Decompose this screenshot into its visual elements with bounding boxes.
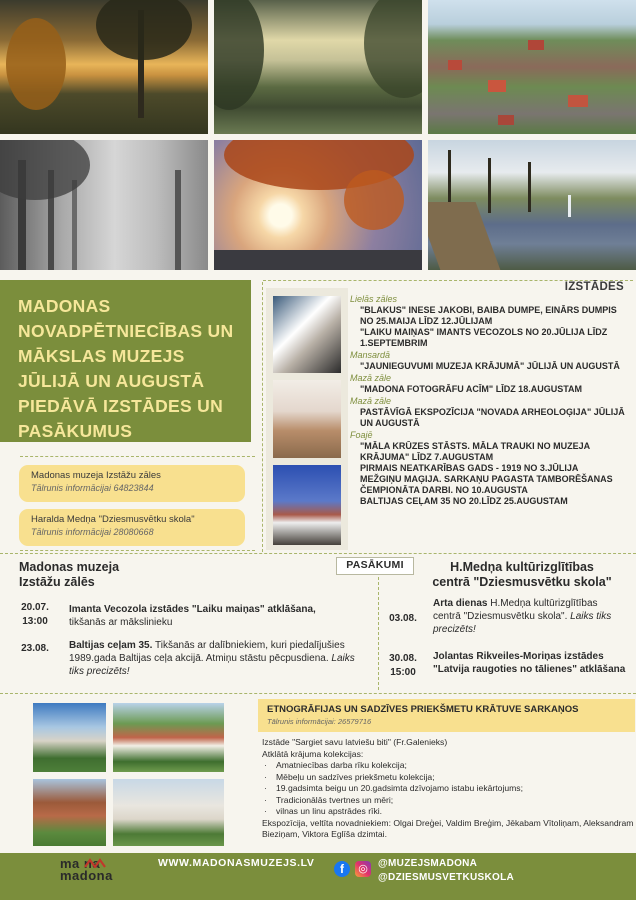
event-note: Laiks tiks precizēts! [433, 611, 612, 635]
list-item: · Mēbeļu un sadzīves priekšmetu kolekcija; [262, 772, 634, 784]
events-tag: PASĀKUMI [336, 557, 414, 575]
event-description [69, 603, 359, 629]
event-day: 30.08. [389, 653, 417, 664]
title-panel [0, 280, 251, 442]
photo-foggy-alley [0, 140, 208, 270]
etno-body [262, 737, 634, 841]
event-detail: Tikšanās ar dalībniekiem, kuri piedalījušies 1989.gada Baltijas ceļa akcijā. Atmiņu stāstu pēcpusdiena. [69, 640, 345, 664]
etno-collections-intro: Atklātā krājuma kolekcijas: [262, 748, 364, 759]
event-title: Baltijas ceļam 35. [69, 640, 153, 651]
exhibition-title: "BLAKUS" INESE JAKOBI, BAIBA DUMPE, EINĀRS DUMPIS NO 25.MAIJA LĪDZ 12.JŪLIJAM [360, 305, 617, 326]
exhibition-location: Lielās zāles [350, 294, 398, 304]
exhibition-item [350, 441, 630, 463]
event-date [383, 612, 423, 626]
social-handles [378, 857, 514, 885]
event-detail: H.Medņa kultūrizglītības centrā "Dziesmusvētku skola". [433, 598, 598, 622]
exhibition-item [350, 463, 630, 474]
heading-line: Izstāžu zālēs [19, 575, 95, 589]
heading-line: Madonas muzeja [19, 560, 120, 574]
social-handle[interactable]: @DZIESMUSVETKUSKOLA [378, 872, 515, 883]
event-time: 13:00 [22, 616, 48, 627]
exhibition-location: Mazā zāle [350, 373, 392, 383]
divider [0, 553, 636, 554]
website-link[interactable]: WWW.MADONASMUZEJS.LV [158, 857, 315, 869]
list-item: · 19.gadsimta beigu un 20.gadsimta dzīvojamo istabu iekārtojums; [262, 783, 634, 795]
exhibition-title: BALTIJAS CEĻAM 35 NO 20.LĪDZ 25.AUGUSTAM [360, 496, 568, 506]
contact-phone: Tālrunis informācijai 28080668 [31, 527, 154, 537]
list-item: · Amatniecības darba rīku kolekcija; [262, 760, 634, 772]
exhibition-item [350, 361, 630, 372]
divider [378, 577, 379, 690]
event-date [383, 652, 423, 680]
exhibition-location: Foajē [350, 430, 373, 440]
event-title: Arta dienas [433, 598, 488, 609]
exhibition-thumbnails [266, 288, 348, 550]
thumb-artwork [273, 296, 341, 373]
etno-phone: Tālrunis informācijai: 26579716 [267, 717, 372, 726]
event-time: 15:00 [390, 667, 416, 678]
exhibition-title: "MĀLA KRŪZES STĀSTS. MĀLA TRAUKI NO MUZEJA KRĀJUMA" LĪDZ 7.AUGUSTAM [360, 441, 590, 462]
exhibition-title: "LAIKU MAIŅAS" IMANTS VECOZOLS NO 20.JŪLIJA LĪDZ 1.SEPTEMBRIM [360, 327, 608, 348]
photo-manor-house [33, 703, 106, 772]
exhibition-title: PASTĀVĪGĀ EKSPOZĪCIJA "NOVADA ARHEOLOĢIJA" JŪLIJĀ UN AUGUSTĀ [360, 407, 625, 428]
photo-lake-fountain [428, 140, 636, 270]
exhibition-location: Mazā zāle [350, 396, 392, 406]
exhibition-item [350, 474, 630, 496]
list-item: · Tradicionālās tvertnes un mēri; [262, 795, 634, 807]
contact-name: Haralda Medņa "Dziesmusvētku skola" [31, 514, 195, 525]
heading-line: H.Medņa kultūrizglītības [450, 560, 594, 574]
contact-pill-museum [19, 465, 245, 502]
exhibition-title: MEŽGIŅU MAĢIJA. SARKAŅU PAGASTA TAMBORĒŠANAS ČEMPIONĀTA DARBI. NO 10.AUGUSTA [360, 474, 613, 495]
events-left-heading [19, 560, 119, 590]
event-title: Jolantas Rikveiles-Moriņas izstādes "Latvija raugoties no tālienes" atklāšana [433, 651, 626, 675]
contacts-area [0, 450, 262, 550]
etno-footer-note: Ekspozīcija, veltīta novadniekiem: Olgai Dreģei, Valdim Breģim, Jēkabam Vītoliņam, Aleksandram Bieziņam, Viktora Eglīša dzimtai. [262, 817, 634, 839]
page-title: MADONAS NOVADPĒTNIECĪBAS UN MĀKSLAS MUZEJS JŪLIJĀ UN AUGUSTĀ PIEDĀVĀ IZSTĀDES UN PASĀKUMUS [18, 296, 234, 441]
photo-autumn-sunset-tree [0, 0, 208, 134]
exhibition-item [350, 407, 630, 429]
exhibitions-heading: IZSTĀDES [564, 281, 624, 293]
photo-red-roof-building [113, 703, 224, 772]
logo-mark-icon [84, 858, 106, 868]
facebook-icon[interactable]: f [334, 861, 350, 877]
event-description [433, 597, 628, 636]
event-title: Imanta Vecozola izstādes "Laiku maiņas" atklāšana, [69, 604, 316, 615]
photo-brick-house [33, 779, 106, 846]
etno-title: ETNOGRĀFIJAS UN SADZĪVES PRIEKŠMETU KRĀTUVE SARKAŅOS [267, 704, 579, 715]
logo-line: madona [60, 868, 113, 883]
etno-header [258, 699, 635, 732]
instagram-icon[interactable]: ◎ [355, 861, 371, 877]
event-description [433, 650, 628, 676]
exhibition-item [350, 496, 630, 507]
event-detail: tikšanās ar mākslinieku [69, 617, 173, 628]
heading-line: centrā "Dziesmusvētku skola" [432, 575, 612, 589]
exhibitions-list [350, 294, 630, 507]
exhibition-title: "MADONA FOTOGRĀFU ACĪM" LĪDZ 18.AUGUSTAM [360, 384, 583, 394]
divider [0, 693, 636, 694]
events-right-heading [420, 560, 624, 590]
exhibition-item [350, 384, 630, 395]
photo-sunlit-pond [214, 0, 422, 134]
contact-name: Madonas muzeja Izstāžu zāles [31, 470, 161, 481]
exhibition-location: Mansardā [350, 350, 391, 360]
event-date [16, 642, 54, 656]
etno-exhibit: Izstāde "Sargiet savu latviešu biti" (Fr.Galenieks) [262, 737, 448, 747]
photo-white-house [113, 779, 224, 846]
divider [20, 550, 255, 551]
social-handle[interactable]: @MUZEJSMADONA [378, 858, 478, 869]
event-day: 23.08. [21, 643, 49, 654]
event-note: Laiks tiks precizēts! [69, 653, 355, 677]
event-day: 20.07. [21, 602, 49, 613]
exhibition-title: PIRMAIS NEATKARĪBAS GADS - 1919 NO 3.JŪLIJA [360, 463, 579, 473]
event-date [16, 601, 54, 629]
event-day: 03.08. [389, 613, 417, 624]
thumb-interior [273, 380, 341, 458]
contact-phone: Tālrunis informācijai 64823844 [31, 483, 154, 493]
photo-town-aerial [428, 0, 636, 134]
contact-pill-dziesmusvetku [19, 509, 245, 546]
list-item: · vilnas un linu apstrādes rīki. [262, 806, 634, 818]
logo-line: ma na [60, 856, 101, 871]
thumb-building-night [273, 465, 341, 545]
divider [262, 282, 263, 552]
exhibition-title: "JAUNIEGUVUMI MUZEJA KRĀJUMĀ" JŪLIJĀ UN AUGUSTĀ [360, 361, 620, 371]
exhibition-item [350, 305, 630, 327]
event-description [69, 639, 359, 678]
exhibition-item [350, 327, 630, 349]
photo-sunrise-leaves [214, 140, 422, 270]
